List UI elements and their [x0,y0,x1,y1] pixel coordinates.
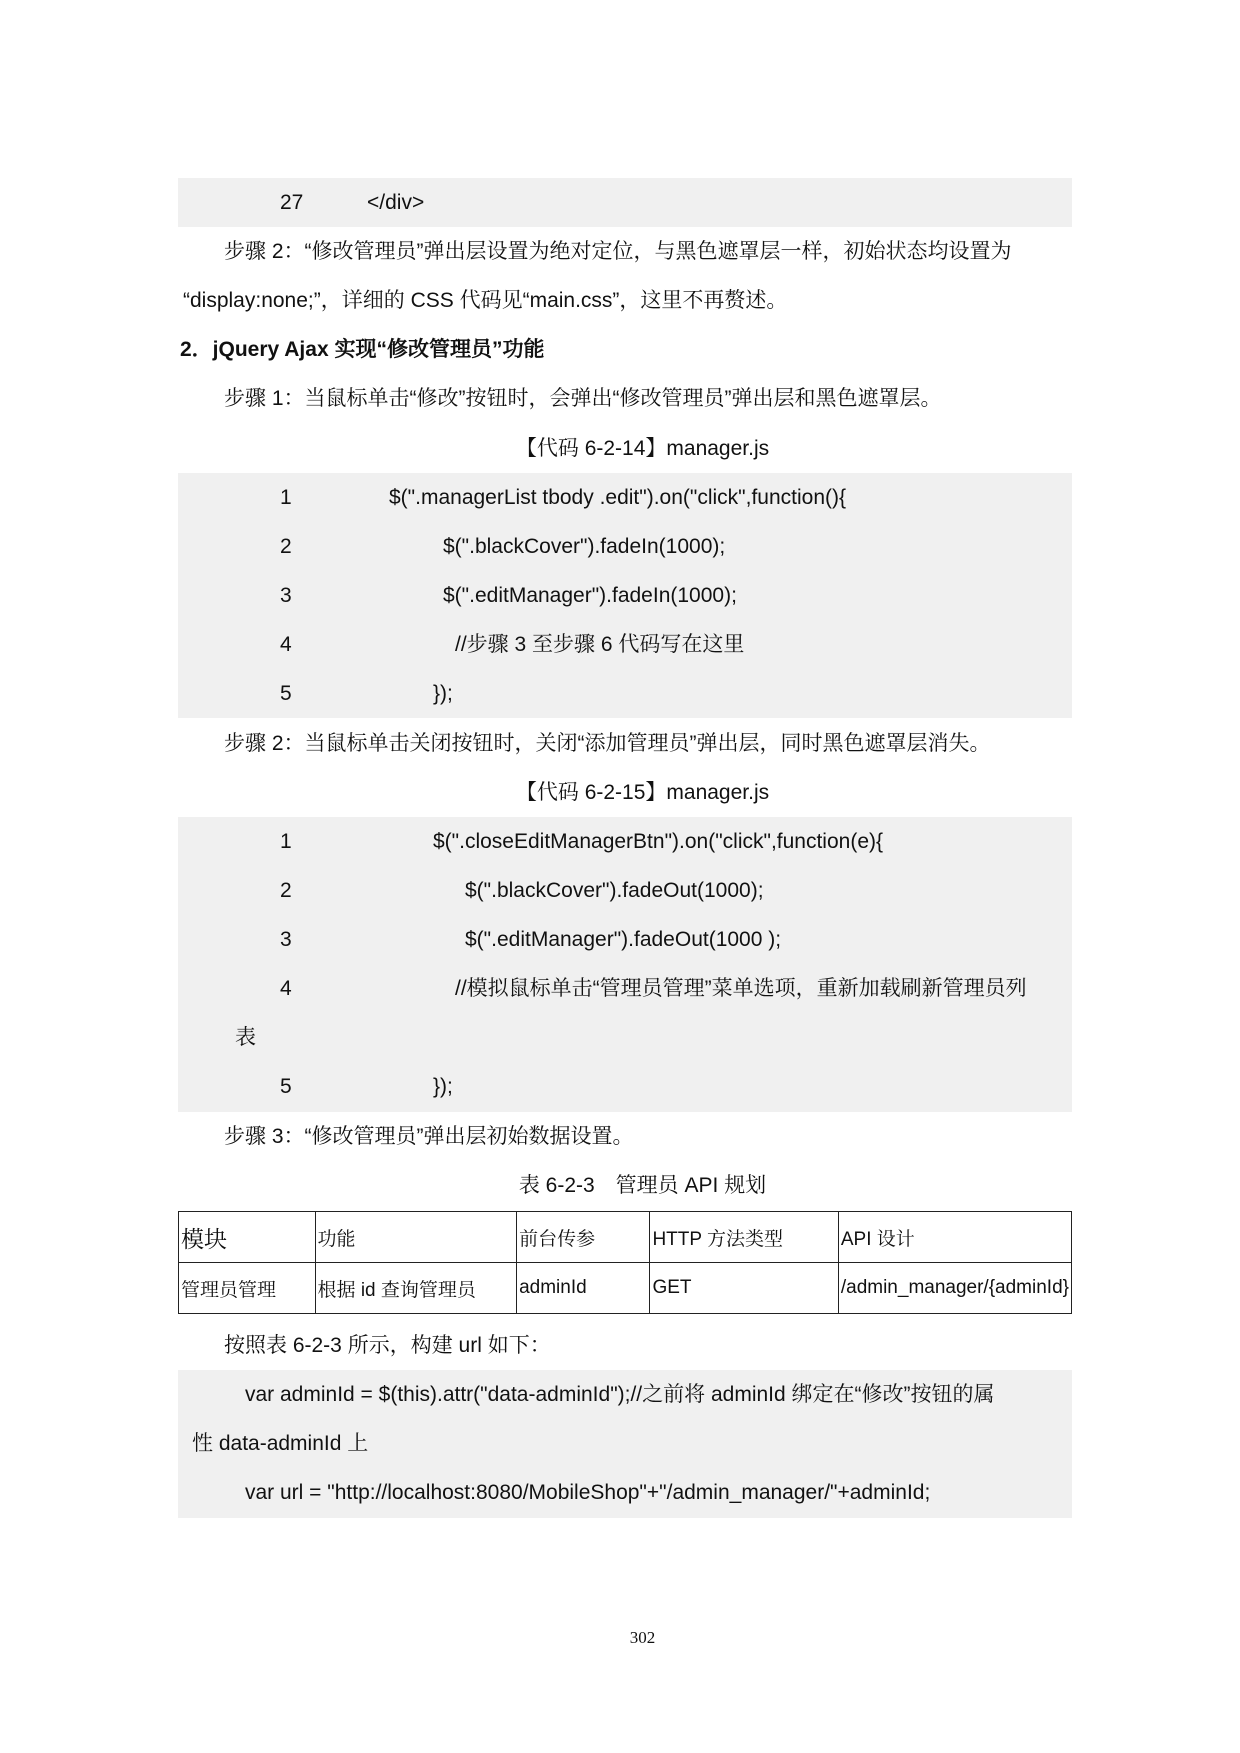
code-comment-wrap: 表 [235,1026,256,1049]
table-caption: 表 6-2-3 管理员 API 规划 [518,1174,767,1197]
line-number: 3 [280,928,292,951]
code-line: var url = "http://localhost:8080/MobileShop"+"/admin_manager/"+adminId; [245,1481,931,1504]
table-row [179,1263,1072,1314]
code-block-0 [178,178,1072,227]
cell: /admin_manager/{adminId} [838,1263,1071,1314]
code-comment: //步骤 3 至步骤 6 代码写在这里 [455,633,745,656]
code-caption: 【代码 6-2-14】manager.js [515,437,770,460]
paragraph: 按照表 6-2-3 所示，构建 url 如下： [224,1334,551,1357]
code-comment: //模拟鼠标单击“管理员管理”菜单选项，重新加载刷新管理员列 [455,977,1027,1000]
code-line: $(".editManager").fadeIn(1000); [443,584,737,607]
header-cell: 模块 [179,1212,316,1263]
page-number: 302 [629,1628,656,1647]
line-number: 3 [280,584,292,607]
code-line: $(".closeEditManagerBtn").on("click",function(e){ [433,830,884,853]
api-table [178,1211,1072,1314]
code-line: $(".editManager").fadeOut(1000 ); [465,928,782,951]
code-line: 性 data-adminId 上 [192,1432,369,1455]
line-number: 2 [280,879,292,902]
cell: 根据 id 查询管理员 [315,1263,517,1314]
table-header-row [179,1212,1072,1263]
header-cell: 功能 [315,1212,517,1263]
line-number: 1 [280,830,292,853]
code-line: var adminId = $(this).attr("data-adminId");//之前将 adminId 绑定在“修改”按钮的属 [245,1383,995,1406]
line-number: 5 [280,1075,292,1098]
cell: 管理员管理 [179,1263,316,1314]
paragraph: 步骤 3：“修改管理员”弹出层初始数据设置。 [224,1125,634,1148]
line-number: 27 [280,191,304,214]
code-line: $(".managerList tbody .edit").on("click",function(){ [389,486,847,509]
code-caption: 【代码 6-2-15】manager.js [515,781,770,804]
section-heading: 2．jQuery Ajax 实现“修改管理员”功能 [180,338,545,361]
code-line: }); [433,682,453,705]
code-block-2 [178,817,1072,1112]
line-number: 4 [280,977,292,1000]
line-number: 4 [280,633,292,656]
header-cell: API 设计 [838,1212,1071,1263]
header-cell: 前台传参 [517,1212,650,1263]
paragraph: 步骤 2：当鼠标单击关闭按钮时，关闭“添加管理员”弹出层，同时黑色遮罩层消失。 [224,732,991,755]
code-line: }); [433,1075,453,1098]
line-number: 2 [280,535,292,558]
code-block-3 [178,1370,1072,1518]
code-block-1 [178,473,1072,718]
cell: adminId [517,1263,650,1314]
line-number: 1 [280,486,292,509]
paragraph: 步骤 2：“修改管理员”弹出层设置为绝对定位，与黑色遮罩层一样，初始状态均设置为 [224,240,1012,263]
code-line: $(".blackCover").fadeIn(1000); [443,535,726,558]
line-number: 5 [280,682,292,705]
code-line: $(".blackCover").fadeOut(1000); [465,879,764,902]
cell: GET [650,1263,838,1314]
code-line: </div> [367,191,425,214]
paragraph: 步骤 1：当鼠标单击“修改”按钮时，会弹出“修改管理员”弹出层和黑色遮罩层。 [224,387,942,410]
paragraph: “display:none;”，详细的 CSS 代码见“main.css”，这里不再赘述。 [183,289,788,312]
header-cell: HTTP 方法类型 [650,1212,838,1263]
